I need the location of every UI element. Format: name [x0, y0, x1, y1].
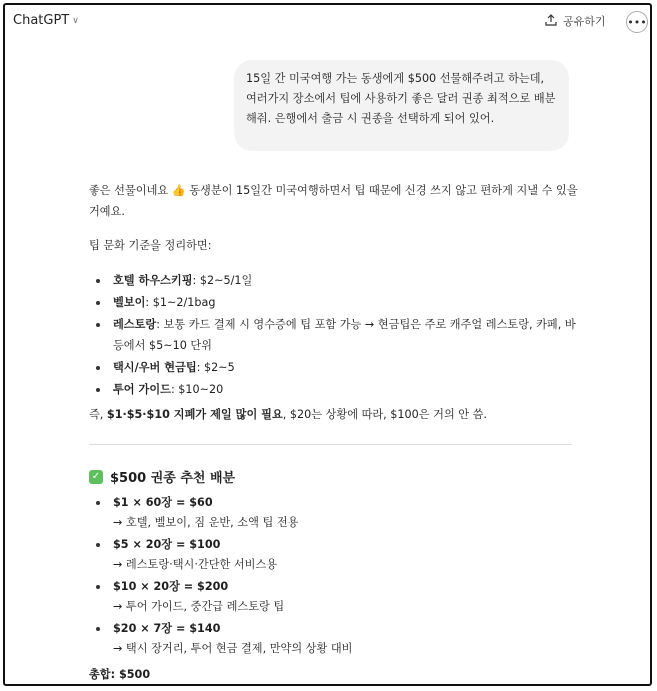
more-horizontal-icon: ••• — [627, 15, 647, 29]
denomination-use: → 투어 가이드, 중간급 레스토랑 팁 — [113, 600, 285, 613]
answer-intro: 좋은 선물이네요 👍 동생분이 15일간 미국여행하면서 팁 때문에 신경 쓰지 않고 편하게 지낼 수 있을 거예요. — [89, 184, 578, 218]
check-box-icon: ✓ — [89, 470, 103, 484]
answer-conclusion: 즉, $1·$5·$10 지폐가 제일 많이 필요, $20는 상황에 따라, $100은 거의 안 씀. — [89, 408, 488, 421]
chat-window — [3, 3, 652, 686]
list-item: 투어 가이드: $10~20 — [89, 379, 579, 400]
list-item: 레스토랑: 보통 카드 결제 시 영수증에 팁 포함 가능 → 현금팁은 주로 캐주얼 레스토랑, 카페, 바 등에서 $5~10 단위 — [89, 314, 579, 356]
more-options-button[interactable] — [626, 11, 648, 33]
denomination-list — [89, 493, 579, 661]
list-item: 호텔 하우스키핑: $2~5/1일 — [89, 270, 579, 291]
denomination-use: → 호텔, 벨보이, 짐 운반, 소액 팁 전용 — [113, 516, 299, 529]
list-item — [89, 619, 579, 661]
denomination-title: $5 × 20장 = $100 — [113, 538, 221, 551]
tip-list — [89, 270, 579, 401]
section-divider — [89, 444, 572, 445]
list-item — [89, 577, 579, 619]
tip-summary-heading: 팁 문화 기준을 정리하면: — [89, 239, 212, 252]
list-item — [89, 493, 579, 535]
denomination-title: $10 × 20장 = $200 — [113, 580, 229, 593]
denomination-use: → 택시 장거리, 투어 현금 결제, 만약의 상황 대비 — [113, 642, 353, 655]
share-label: 공유하기 — [563, 15, 606, 28]
denomination-title: $20 × 7장 = $140 — [113, 622, 221, 635]
list-item — [89, 535, 579, 577]
section-heading — [89, 467, 235, 486]
chevron-down-icon: ∨ — [72, 15, 79, 26]
model-selector[interactable] — [13, 13, 79, 28]
denomination-use: → 레스토랑·택시·간단한 서비스용 — [113, 558, 278, 571]
model-label: ChatGPT — [13, 13, 70, 28]
total-amount: 총합: $500 — [89, 668, 151, 681]
section-title: $500 권종 추천 배분 — [110, 471, 236, 486]
top-bar — [5, 5, 650, 39]
share-button[interactable] — [545, 13, 606, 29]
share-upload-icon — [545, 14, 557, 29]
user-message: 15일 간 미국여행 가는 동생에게 $500 선물해주려고 하는데, 여러가지 장소에서 팁에 사용하기 좋은 달러 권종 최적으로 배분해줘. 은행에서 출금 시 권종을 선택하게 되어 있어. — [234, 60, 569, 151]
list-item: 벨보이: $1~2/1bag — [89, 292, 579, 313]
denomination-title: $1 × 60장 = $60 — [113, 496, 213, 509]
list-item: 택시/우버 현금팁: $2~5 — [89, 357, 579, 378]
